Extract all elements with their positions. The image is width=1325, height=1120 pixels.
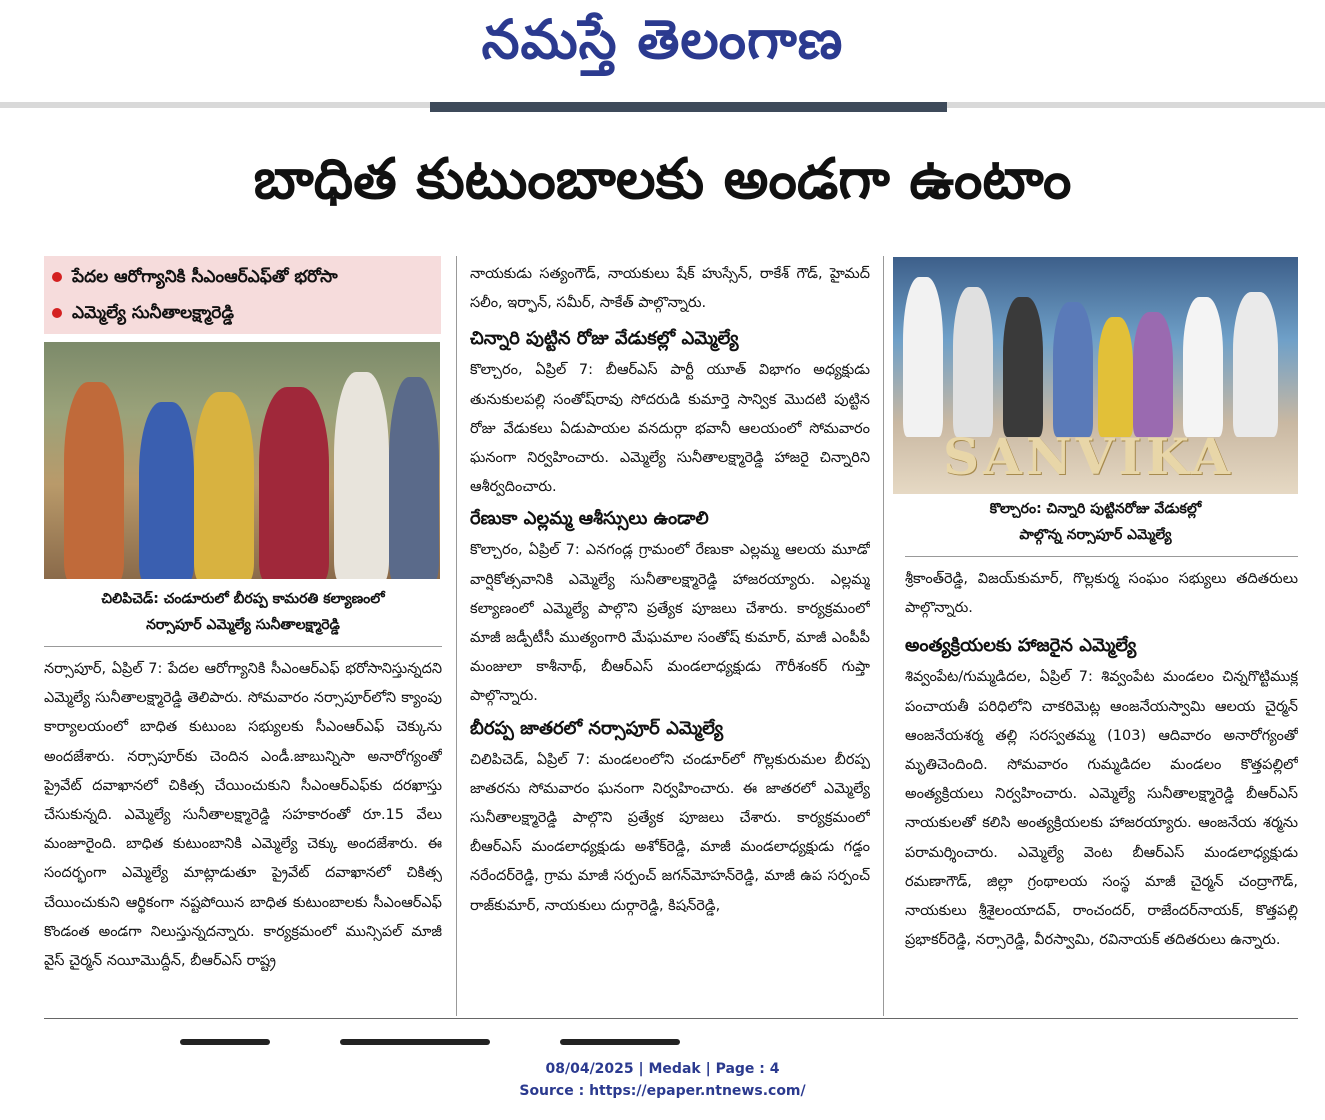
masthead-accent-bar xyxy=(430,102,947,112)
story-title: చిన్నారి పుట్టిన రోజు వేడుకల్లో ఎమ్మెల్యే xyxy=(470,328,739,350)
caption-line: చిలిపిచెడ్: చండూరులో బీరప్ప కామరతి కల్యాణంలో xyxy=(101,591,385,607)
article-body: నాయకుడు సత్యంగౌడ్, నాయకులు షేక్ హుస్సేన్, రాకేశ్ గౌడ్, హైమద్ సలీం, ఇర్ఫాన్, సమీర్, సాకేత్ పాల్గొన్నారు. xyxy=(470,266,870,312)
highlight-text: ఎమ్మెల్యే సునీతాలక్ష్మారెడ్డి xyxy=(72,303,234,323)
page-footer xyxy=(0,1058,1325,1102)
footer-source-link[interactable]: Source : https://epaper.ntnews.com/ xyxy=(519,1083,806,1099)
cropped-next-headline xyxy=(180,1030,910,1040)
bullet-icon xyxy=(52,272,62,282)
masthead xyxy=(0,0,1325,100)
article-body: శివ్వంపేట/గుమ్మడిదల, ఏప్రిల్ 7: శివ్వంపేట మండలం చిన్నగొట్టిముక్ల పంచాయతీ పరిధిలోని చాకరిమెట్ల ఆంజనేయస్వామి ఆలయ చైర్మన్ ఆంజనేయశర్మ తల్లి సరస్వతమ్మ (103) ఆదివారం అనారోగ్యంతో మృతిచెందింది. సోమవారం గుమ్మడిదల మండలం కొత్తపల్లిలో అంత్యక్రియలు నిర్వహించారు. ఎమ్మెల్యే సునీతాలక్ష్మారెడ్డి బీఆర్ఎస్ నాయకులతో కలిసి అంత్యక్రియలకు హాజరయ్యారు. ఆంజనేయ శర్మను పరామర్శించారు. ఎమ్మెల్యే వెంట బీఆర్ఎస్ మండలాధ్యక్షుడు రమణాగౌడ్, జిల్లా గ్రంథాలయ సంస్థ మాజీ చైర్మన్ చంద్రాగౌడ్, నాయకులు శ్రీశైలంయాదవ్, రాంచందర్, రాజేందర్‌నాయక్, కొత్తపల్లి ప్రభాకర్‌రెడ్డి, నర్సారెడ్డి, వీరస్వామి, రవినాయక్ తదితరులు ఉన్నారు. xyxy=(905,669,1298,949)
newspaper-logo: నమస్తే తెలంగాణ xyxy=(481,8,844,71)
highlight-text: పేదల ఆరోగ్యానికి సీఎంఆర్ఎఫ్‌తో భరోసా xyxy=(72,267,338,287)
photo2-caption xyxy=(893,496,1298,548)
column-2-articles xyxy=(470,260,870,1015)
photo1-caption xyxy=(44,586,442,638)
photo-birthday-celebration xyxy=(893,257,1298,494)
page-headline: బాధిత కుటుంబాలకు అండగా ఉంటాం xyxy=(253,147,1072,212)
highlight-item xyxy=(52,262,338,292)
column-1-article xyxy=(44,655,442,1015)
divider xyxy=(905,556,1298,557)
story-title: అంత్యక్రియలకు హాజరైన ఎమ్మెల్యే xyxy=(905,635,1137,657)
article-body: కొల్చారం, ఏప్రిల్ 7: ఎనగండ్ల గ్రామంలో రేణుకా ఎల్లమ్మ ఆలయ మూడో వార్షికోత్సవానికి ఎమ్మెల్యే సునీతాలక్ష్మారెడ్డి హాజరయ్యారు. ఎల్లమ్మ కల్యాణంలో ఎమ్మెల్యే పాల్గొని ప్రత్యేక పూజలు చేశారు. కార్యక్రమంలో మాజీ జడ్పీటీసీ ముత్యంగారి మేఘమాల సంతోష్ కుమార్, మాజీ ఎంపీపీ మంజులా కాశీనాథ్, బీఆర్ఎస్ మండలాధ్యక్షుడు గౌరీశంకర్ గుప్తా పాల్గొన్నారు. xyxy=(470,542,870,705)
caption-line: నర్సాపూర్ ఎమ్మెల్యే సునీతాలక్ష్మారెడ్డి xyxy=(146,617,340,633)
article-body: శ్రీకాంత్‌రెడ్డి, విజయ్‌కుమార్, గొల్లకుర్మ సంఘం సభ్యులు తదితరులు పాల్గొన్నారు. xyxy=(905,571,1298,617)
article-body: చిలిపిచెడ్, ఏప్రిల్ 7: మండలంలోని చండూర్‌లో గొల్లకురుమల బీరప్ప జాతరను సోమవారం ఘనంగా నిర్వహించారు. ఈ జాతరలో ఎమ్మెల్యే సునీతాలక్ష్మారెడ్డి పాల్గొని ప్రత్యేక పూజలు చేశారు. కార్యక్రమంలో బీఆర్ఎస్ మండలాధ్యక్షుడు అశోక్‌రెడ్డి, మాజీ మండలాధ్యక్షుడు గడ్డం నరేందర్‌రెడ్డి, గ్రామ మాజీ సర్పంచ్ జగన్‌మోహన్‌రెడ్డి, మాజీ ఉప సర్పంచ్ రాజ్‌కుమార్, నాయకులు దుర్గారెడ్డి, కిషన్‌రెడ్డి, xyxy=(470,751,870,914)
story-title: రేణుకా ఎల్లమ్మ ఆశీస్సులు ఉండాలి xyxy=(470,508,709,530)
highlight-item xyxy=(52,298,234,328)
footer-date-edition: 08/04/2025 | Medak | Page : 4 xyxy=(545,1061,780,1077)
banner-text: SANVIKA xyxy=(943,427,1235,486)
column-divider xyxy=(883,256,884,1016)
divider xyxy=(44,646,442,647)
highlights-box xyxy=(44,256,441,334)
caption-line: కొల్చారం: చిన్నారి పుట్టినరోజు వేడుకల్లో xyxy=(989,501,1202,517)
column-3-articles xyxy=(905,565,1298,1015)
article-body: కొల్చారం, ఏప్రిల్ 7: బీఆర్ఎస్ పార్టీ యూత్ విభాగం అధ్యక్షుడు తునుకులపల్లి సంతోష్‌రావు సోదరుడి కుమార్తె సాన్విక మొదటి పుట్టిన రోజు వేడుకలు ఏడుపాయల వనదుర్గా భవానీ ఆలయంలో సోమవారం ఘనంగా నిర్వహించారు. ఎమ్మెల్యే సునీతాలక్ష్మారెడ్డి హాజరై చిన్నారిని ఆశీర్వదించారు. xyxy=(470,362,870,496)
article-body: నర్సాపూర్, ఏప్రిల్ 7: పేదల ఆరోగ్యానికి సీఎంఆర్ఎఫ్ భరోసానిస్తున్నదని ఎమ్మెల్యే సునీతాలక్ష్మారెడ్డి తెలిపారు. సోమవారం నర్సాపూర్‌లోని క్యాంపు కార్యాలయంలో బాధిత కుటుంబ సభ్యులకు సీఎంఆర్ఎఫ్ చెక్కును అందజేశారు. నర్సాపూర్‌కు చెందిన ఎండీ.జాబున్నిసా అనారోగ్యంతో ప్రైవేట్ దవాఖానలో చికిత్స చేయించుకుని సీఎంఆర్ఎఫ్‌కు దరఖాస్తు చేసుకున్నది. ఎమ్మెల్యే సునీతాలక్ష్మారెడ్డి సహకారంతో రూ.15 వేలు మంజూరైంది. బాధిత కుటుంబానికి ఎమ్మెల్యే చెక్కు అందజేశారు. ఈ సందర్భంగా ఎమ్మెల్యే మాట్లాడుతూ ప్రైవేట్ దవాఖానలో చికిత్స చేయించుకుని ఆర్థికంగా నష్టపోయిన బాధిత కుటుంబాలకు సీఎంఆర్ఎఫ్ కొండంత అండగా నిలుస్తున్నదన్నారు. కార్యక్రమంలో మున్సిపల్ మాజీ వైస్ చైర్మన్ నయీమొద్దీన్, బీఆర్ఎస్ రాష్ట్ర xyxy=(44,661,442,970)
photo-beerappa-kalyanam xyxy=(44,342,440,579)
column-divider xyxy=(456,256,457,1016)
bottom-rule xyxy=(44,1018,1298,1019)
caption-line: పాల్గొన్న నర్సాపూర్ ఎమ్మెల్యే xyxy=(1019,527,1172,543)
story-title: బీరప్ప జాతరలో నర్సాపూర్ ఎమ్మెల్యే xyxy=(470,717,724,739)
bullet-icon xyxy=(52,308,62,318)
